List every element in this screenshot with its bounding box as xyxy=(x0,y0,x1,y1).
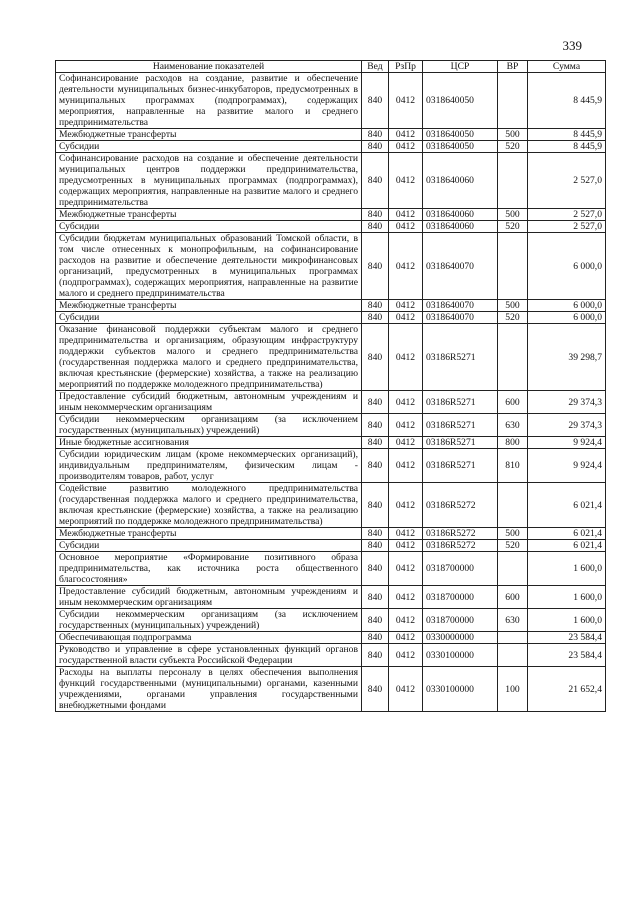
cell-sum: 29 374,3 xyxy=(528,414,606,437)
cell-name: Субсидии xyxy=(56,141,362,153)
cell-vr: 600 xyxy=(498,586,528,609)
cell-name: Предоставление субсидий бюджетным, автономным учреждениям и иным некоммерческим организациям xyxy=(56,586,362,609)
table-row xyxy=(56,141,606,153)
table-row xyxy=(56,552,606,586)
cell-csr: 0318700000 xyxy=(423,552,498,586)
cell-vr: 500 xyxy=(498,129,528,141)
cell-name: Оказание финансовой поддержки субъектам малого и среднего предпринимательства и организациям, образующим инфраструктуру поддержки субъектов малого и среднего предпринимательства (государственная поддержка малого и среднего предпринимательства, включая крестьянские (фермерские) хозяйства, а также на реализацию мероприятий по поддержке молодежного предпринимательства) xyxy=(56,324,362,391)
cell-sum: 23 584,4 xyxy=(528,644,606,667)
table-row xyxy=(56,586,606,609)
cell-name: Предоставление субсидий бюджетным, автономным учреждениям и иным некоммерческим организациям xyxy=(56,391,362,414)
cell-ved: 840 xyxy=(362,209,389,221)
cell-name: Иные бюджетные ассигнования xyxy=(56,437,362,449)
page-number: 339 xyxy=(562,38,582,53)
cell-csr: 03186R5271 xyxy=(423,391,498,414)
cell-ved: 840 xyxy=(362,632,389,644)
cell-csr: 0318640050 xyxy=(423,141,498,153)
table-row xyxy=(56,449,606,483)
cell-name: Субсидии xyxy=(56,221,362,233)
cell-sum: 6 021,4 xyxy=(528,540,606,552)
cell-name: Субсидии xyxy=(56,540,362,552)
cell-sum: 29 374,3 xyxy=(528,391,606,414)
cell-rzpr: 0412 xyxy=(389,153,423,209)
cell-vr: 520 xyxy=(498,221,528,233)
cell-vr: 500 xyxy=(498,528,528,540)
cell-sum: 21 652,4 xyxy=(528,667,606,712)
cell-ved: 840 xyxy=(362,312,389,324)
cell-ved: 840 xyxy=(362,129,389,141)
cell-sum: 8 445,9 xyxy=(528,73,606,129)
cell-sum: 6 000,0 xyxy=(528,312,606,324)
cell-csr: 03186R5271 xyxy=(423,324,498,391)
cell-name: Софинансирование расходов на создание и обеспечение деятельности муниципальных центров поддержки предпринимательства, предусмотренных в муниципальных программах (подпрограммах), содержащих мероприятия, направленные на развитие малого и среднего предпринимательства xyxy=(56,153,362,209)
cell-sum: 6 000,0 xyxy=(528,233,606,300)
cell-vr xyxy=(498,552,528,586)
cell-csr: 0318640070 xyxy=(423,233,498,300)
cell-name: Межбюджетные трансферты xyxy=(56,209,362,221)
table-row xyxy=(56,437,606,449)
cell-csr: 03186R5272 xyxy=(423,483,498,528)
cell-ved: 840 xyxy=(362,324,389,391)
cell-csr: 0318640060 xyxy=(423,209,498,221)
cell-name: Межбюджетные трансферты xyxy=(56,300,362,312)
cell-rzpr: 0412 xyxy=(389,609,423,632)
cell-vr: 500 xyxy=(498,209,528,221)
cell-name: Софинансирование расходов на создание, развитие и обеспечение деятельности муниципальных бизнес-инкубаторов, предусмотренных в муниципальных программах (подпрограммах), содержащих мероприятия, направленные на развитие малого и среднего предпринимательства xyxy=(56,73,362,129)
table-row xyxy=(56,483,606,528)
table-row xyxy=(56,528,606,540)
cell-ved: 840 xyxy=(362,528,389,540)
cell-rzpr: 0412 xyxy=(389,129,423,141)
cell-sum: 1 600,0 xyxy=(528,609,606,632)
cell-ved: 840 xyxy=(362,644,389,667)
cell-ved: 840 xyxy=(362,552,389,586)
cell-sum: 9 924,4 xyxy=(528,449,606,483)
cell-rzpr: 0412 xyxy=(389,221,423,233)
cell-name: Содействие развитию молодежного предпринимательства (государственная поддержка малого и среднего предпринимательства, включая крестьянские (фермерские) хозяйства, а также на реализацию мероприятий по поддержке молодежного предпринимательства) xyxy=(56,483,362,528)
cell-csr: 0330100000 xyxy=(423,667,498,712)
table-row xyxy=(56,221,606,233)
cell-rzpr: 0412 xyxy=(389,644,423,667)
cell-vr xyxy=(498,324,528,391)
table-row xyxy=(56,153,606,209)
cell-csr: 0318640070 xyxy=(423,300,498,312)
cell-rzpr: 0412 xyxy=(389,552,423,586)
table-row xyxy=(56,391,606,414)
cell-rzpr: 0412 xyxy=(389,449,423,483)
cell-ved: 840 xyxy=(362,449,389,483)
table-row xyxy=(56,644,606,667)
table-row xyxy=(56,540,606,552)
header-vr: ВР xyxy=(498,61,528,73)
cell-name: Субсидии xyxy=(56,312,362,324)
cell-csr: 03186R5271 xyxy=(423,449,498,483)
cell-vr xyxy=(498,632,528,644)
cell-rzpr: 0412 xyxy=(389,586,423,609)
cell-rzpr: 0412 xyxy=(389,73,423,129)
cell-vr: 520 xyxy=(498,540,528,552)
cell-ved: 840 xyxy=(362,414,389,437)
cell-name: Субсидии юридическим лицам (кроме некоммерческих организаций), индивидуальным предпринимателям, физическим лицам - производителям товаров, работ, услуг xyxy=(56,449,362,483)
cell-vr xyxy=(498,644,528,667)
cell-vr: 630 xyxy=(498,414,528,437)
cell-csr: 03186R5271 xyxy=(423,414,498,437)
cell-rzpr: 0412 xyxy=(389,209,423,221)
cell-ved: 840 xyxy=(362,609,389,632)
cell-name: Обеспечивающая подпрограмма xyxy=(56,632,362,644)
table-row xyxy=(56,300,606,312)
table-row xyxy=(56,632,606,644)
header-rzpr: РзПр xyxy=(389,61,423,73)
cell-name: Субсидии бюджетам муниципальных образований Томской области, в том числе отнесенных к монопрофильным, на софинансирование расходов на развитие и обеспечение деятельности микрофинансовых организаций, предусмотренных в муниципальных программах (подпрограммах), содержащих мероприятия, направленные на развитие малого и среднего предпринимательства xyxy=(56,233,362,300)
header-csr: ЦСР xyxy=(423,61,498,73)
cell-ved: 840 xyxy=(362,141,389,153)
cell-name: Субсидии некоммерческим организациям (за исключением государственных (муниципальных) учреждений) xyxy=(56,414,362,437)
cell-csr: 0330100000 xyxy=(423,644,498,667)
table-row xyxy=(56,129,606,141)
cell-csr: 0318640070 xyxy=(423,312,498,324)
cell-rzpr: 0412 xyxy=(389,437,423,449)
cell-ved: 840 xyxy=(362,483,389,528)
cell-vr: 810 xyxy=(498,449,528,483)
cell-sum: 9 924,4 xyxy=(528,437,606,449)
cell-ved: 840 xyxy=(362,73,389,129)
cell-sum: 2 527,0 xyxy=(528,209,606,221)
cell-sum: 39 298,7 xyxy=(528,324,606,391)
header-sum: Сумма xyxy=(528,61,606,73)
cell-rzpr: 0412 xyxy=(389,391,423,414)
cell-csr: 0318640050 xyxy=(423,73,498,129)
cell-ved: 840 xyxy=(362,437,389,449)
cell-rzpr: 0412 xyxy=(389,528,423,540)
cell-sum: 6 021,4 xyxy=(528,528,606,540)
cell-rzpr: 0412 xyxy=(389,312,423,324)
cell-csr: 0330000000 xyxy=(423,632,498,644)
cell-rzpr: 0412 xyxy=(389,300,423,312)
cell-ved: 840 xyxy=(362,391,389,414)
cell-name: Основное мероприятие «Формирование позитивного образа предпринимательства, как источника роста общественного благосостояния» xyxy=(56,552,362,586)
cell-sum: 8 445,9 xyxy=(528,141,606,153)
table-row xyxy=(56,209,606,221)
table-row xyxy=(56,324,606,391)
cell-ved: 840 xyxy=(362,153,389,209)
cell-name: Руководство и управление в сфере установленных функций органов государственной власти субъекта Российской Федерации xyxy=(56,644,362,667)
cell-name: Межбюджетные трансферты xyxy=(56,129,362,141)
cell-rzpr: 0412 xyxy=(389,414,423,437)
table-row xyxy=(56,233,606,300)
cell-vr: 500 xyxy=(498,300,528,312)
header-name: Наименование показателей xyxy=(56,61,362,73)
cell-sum: 1 600,0 xyxy=(528,552,606,586)
cell-rzpr: 0412 xyxy=(389,483,423,528)
cell-ved: 840 xyxy=(362,300,389,312)
cell-vr xyxy=(498,483,528,528)
cell-rzpr: 0412 xyxy=(389,632,423,644)
cell-vr: 600 xyxy=(498,391,528,414)
table-row xyxy=(56,609,606,632)
table-row xyxy=(56,312,606,324)
cell-csr: 03186R5272 xyxy=(423,528,498,540)
cell-vr: 800 xyxy=(498,437,528,449)
cell-ved: 840 xyxy=(362,586,389,609)
cell-vr xyxy=(498,153,528,209)
cell-ved: 840 xyxy=(362,667,389,712)
cell-name: Субсидии некоммерческим организациям (за исключением государственных (муниципальных) учреждений) xyxy=(56,609,362,632)
cell-vr xyxy=(498,233,528,300)
cell-sum: 23 584,4 xyxy=(528,632,606,644)
cell-vr xyxy=(498,73,528,129)
table-row xyxy=(56,414,606,437)
cell-rzpr: 0412 xyxy=(389,667,423,712)
cell-vr: 630 xyxy=(498,609,528,632)
cell-name: Межбюджетные трансферты xyxy=(56,528,362,540)
cell-ved: 840 xyxy=(362,221,389,233)
cell-ved: 840 xyxy=(362,233,389,300)
cell-rzpr: 0412 xyxy=(389,540,423,552)
cell-sum: 6 000,0 xyxy=(528,300,606,312)
cell-csr: 0318640060 xyxy=(423,153,498,209)
cell-rzpr: 0412 xyxy=(389,141,423,153)
cell-sum: 8 445,9 xyxy=(528,129,606,141)
cell-csr: 0318700000 xyxy=(423,609,498,632)
cell-csr: 0318640060 xyxy=(423,221,498,233)
cell-vr: 520 xyxy=(498,141,528,153)
cell-vr: 100 xyxy=(498,667,528,712)
cell-csr: 0318700000 xyxy=(423,586,498,609)
cell-csr: 03186R5271 xyxy=(423,437,498,449)
cell-csr: 0318640050 xyxy=(423,129,498,141)
cell-csr: 03186R5272 xyxy=(423,540,498,552)
cell-sum: 6 021,4 xyxy=(528,483,606,528)
cell-vr: 520 xyxy=(498,312,528,324)
cell-rzpr: 0412 xyxy=(389,233,423,300)
table-row xyxy=(56,667,606,712)
table-row xyxy=(56,73,606,129)
cell-sum: 1 600,0 xyxy=(528,586,606,609)
budget-table xyxy=(55,60,606,712)
header-ved: Вед xyxy=(362,61,389,73)
cell-rzpr: 0412 xyxy=(389,324,423,391)
cell-ved: 840 xyxy=(362,540,389,552)
table-header-row xyxy=(56,61,606,73)
cell-name: Расходы на выплаты персоналу в целях обеспечения выполнения функций государственными (муниципальными) органами, казенными учреждениями, органами управления государственными внебюджетными фондами xyxy=(56,667,362,712)
cell-sum: 2 527,0 xyxy=(528,153,606,209)
cell-sum: 2 527,0 xyxy=(528,221,606,233)
